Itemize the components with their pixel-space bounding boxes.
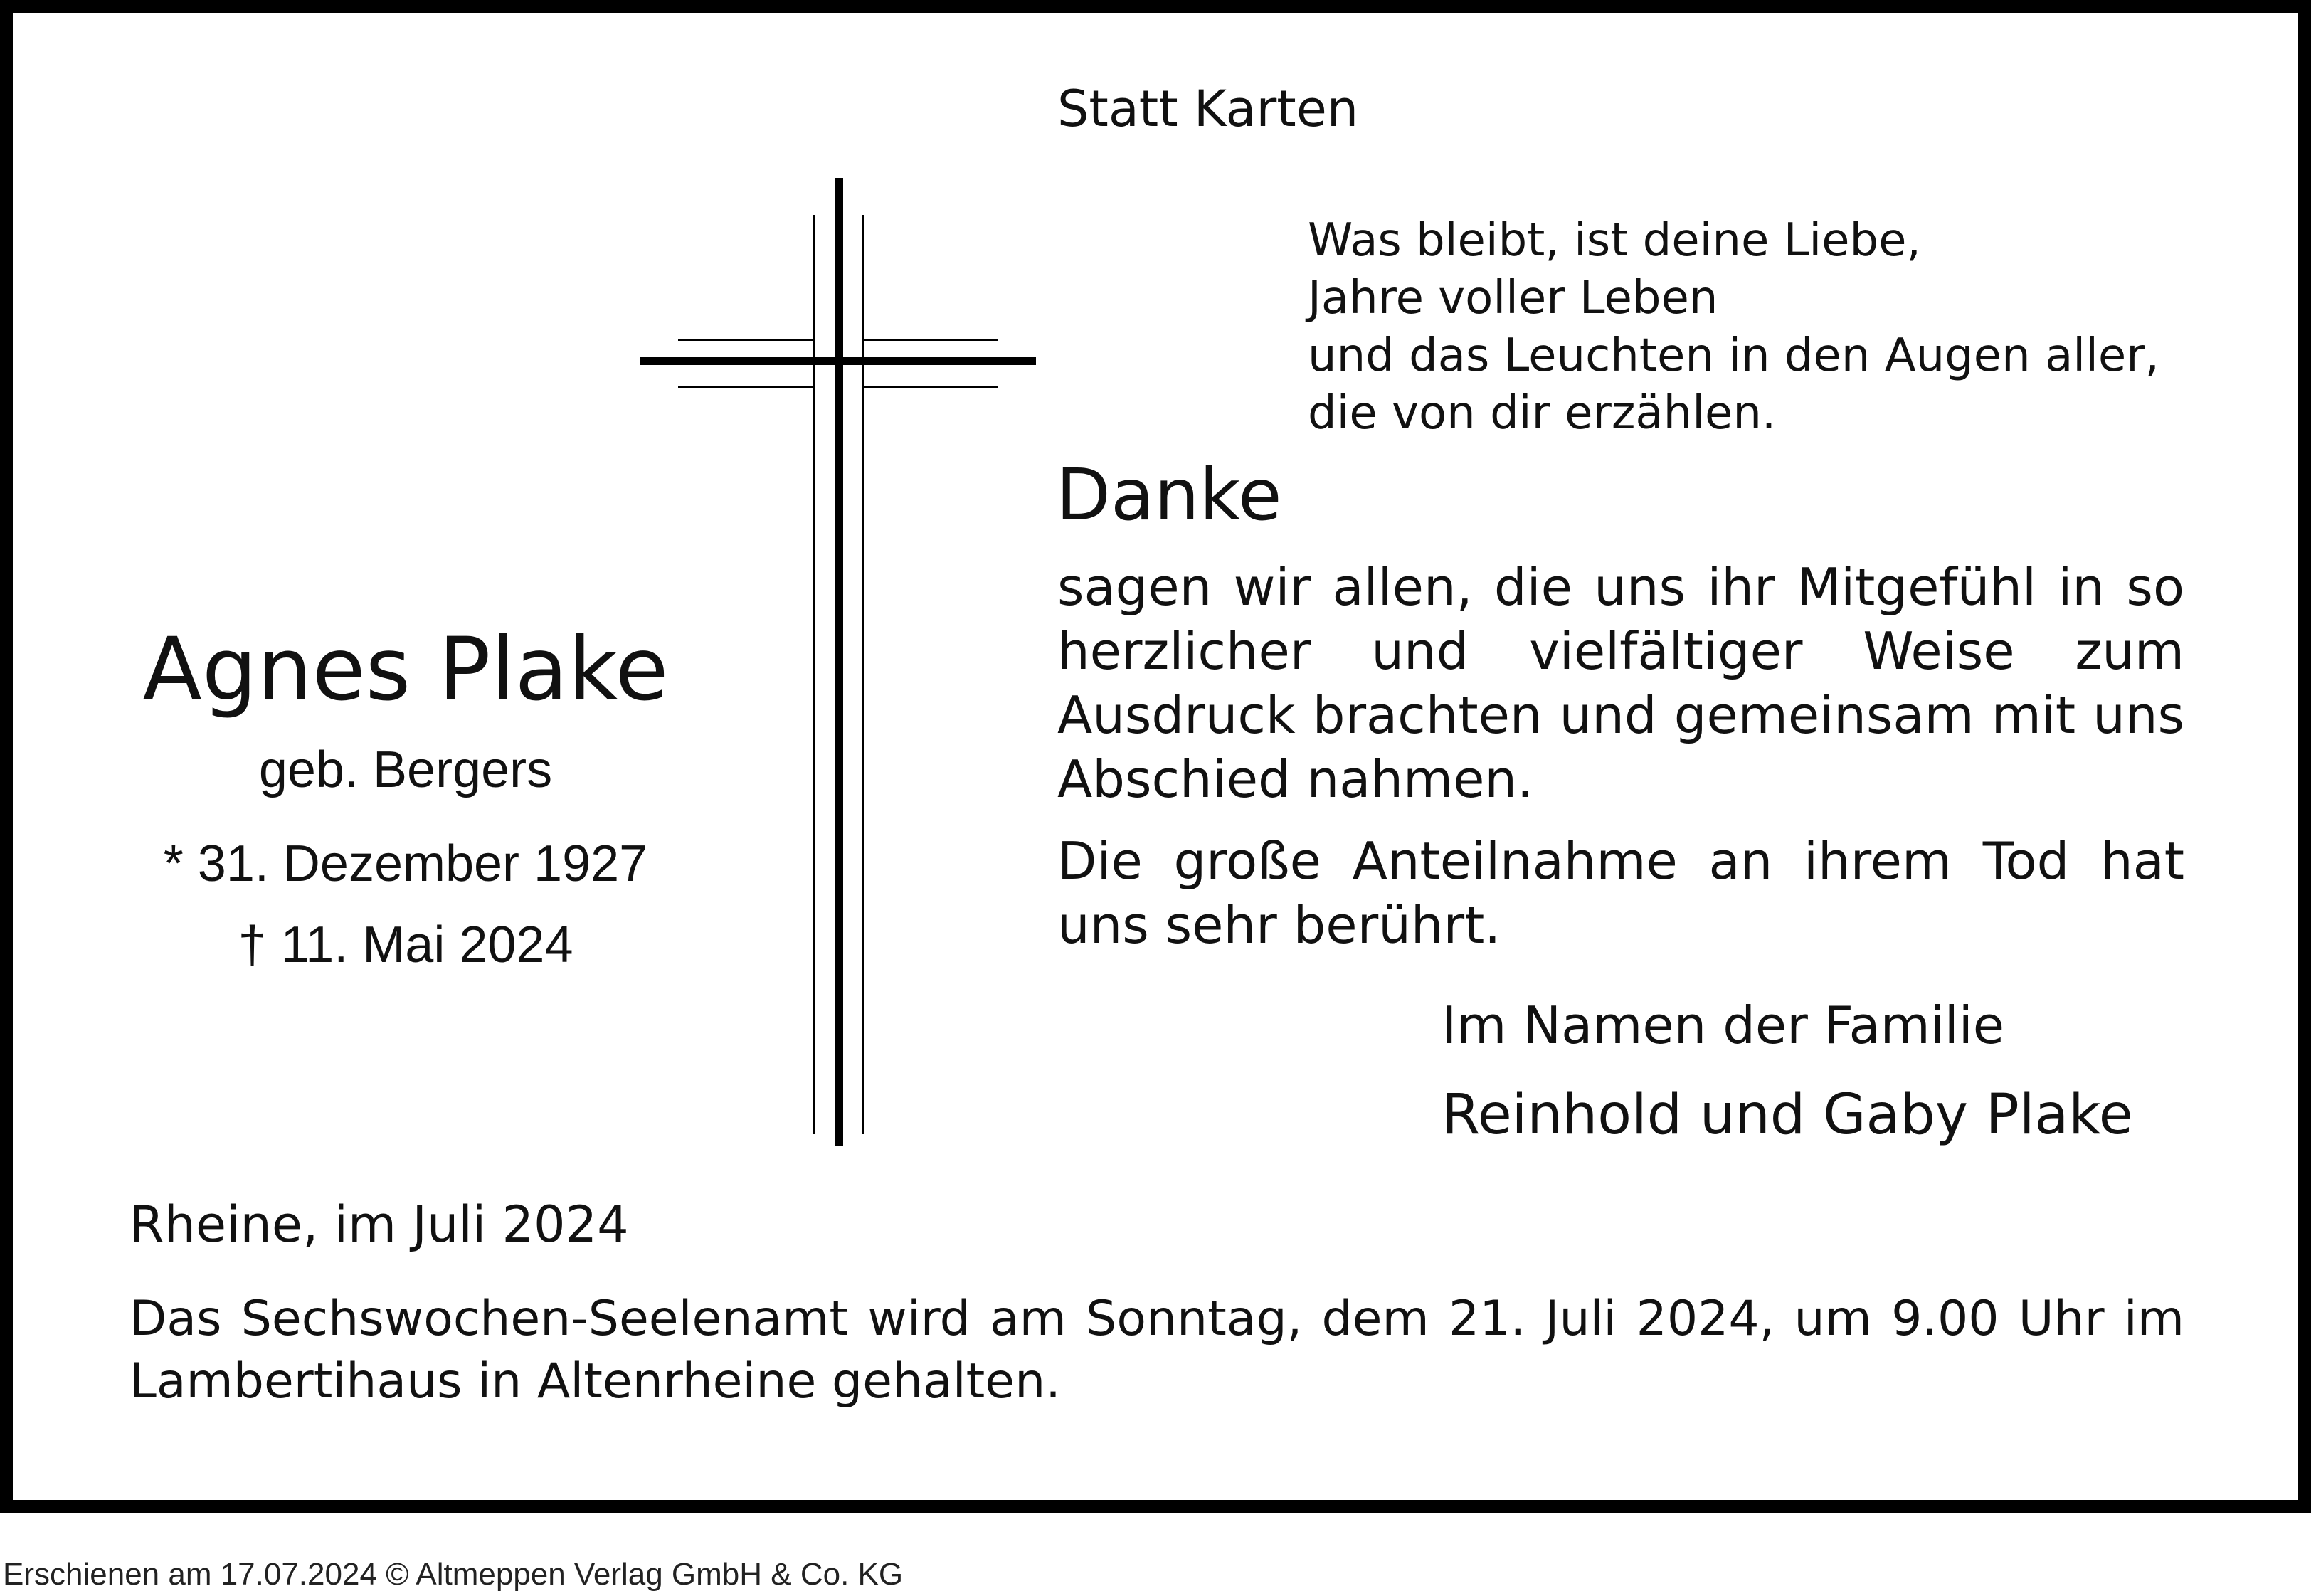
deceased-name: Agnes Plake — [142, 619, 669, 720]
poem-line: die von dir erzählen. — [1308, 387, 1777, 440]
place-date: Rheine, im Juli 2024 — [129, 1195, 629, 1254]
thanks-paragraph: sagen wir allen, die uns ihr Mitgefühl in so herzlicher und vielfältiger Weise zum Ausdruck brachten und gemeinsam mit uns Abschied nahmen. — [1057, 557, 2184, 809]
publication-footer: Erschienen am 17.07.2024 © Altmeppen Verlag GmbH & Co. KG — [3, 1557, 904, 1592]
birth-name: geb. Bergers — [258, 741, 553, 798]
poem-line: Was bleibt, ist deine Liebe, — [1308, 214, 1921, 267]
poem-line: und das Leuchten in den Augen aller, — [1308, 329, 2159, 382]
signature-intro: Im Namen der Familie — [1442, 995, 2005, 1055]
poem-line: Jahre voller Leben — [1308, 272, 1718, 324]
memorial-notice: Das Sechswochen-Seelenamt wird am Sonntag, dem 21. Juli 2024, um 9.00 Uhr im Lambertihaus in Altenrheine gehalten. — [129, 1291, 2184, 1410]
death-date: † 11. Mai 2024 — [238, 916, 573, 973]
thanks-paragraph-2: Die große Anteilnahme an ihrem Tod hat uns sehr berührt. — [1057, 831, 2184, 955]
signature-names: Reinhold und Gaby Plake — [1442, 1083, 2133, 1147]
thanks-heading: Danke — [1056, 453, 1282, 537]
poem — [1308, 212, 2159, 443]
statt-karten: Statt Karten — [1057, 80, 1359, 138]
birth-date: * 31. Dezember 1927 — [163, 835, 648, 892]
